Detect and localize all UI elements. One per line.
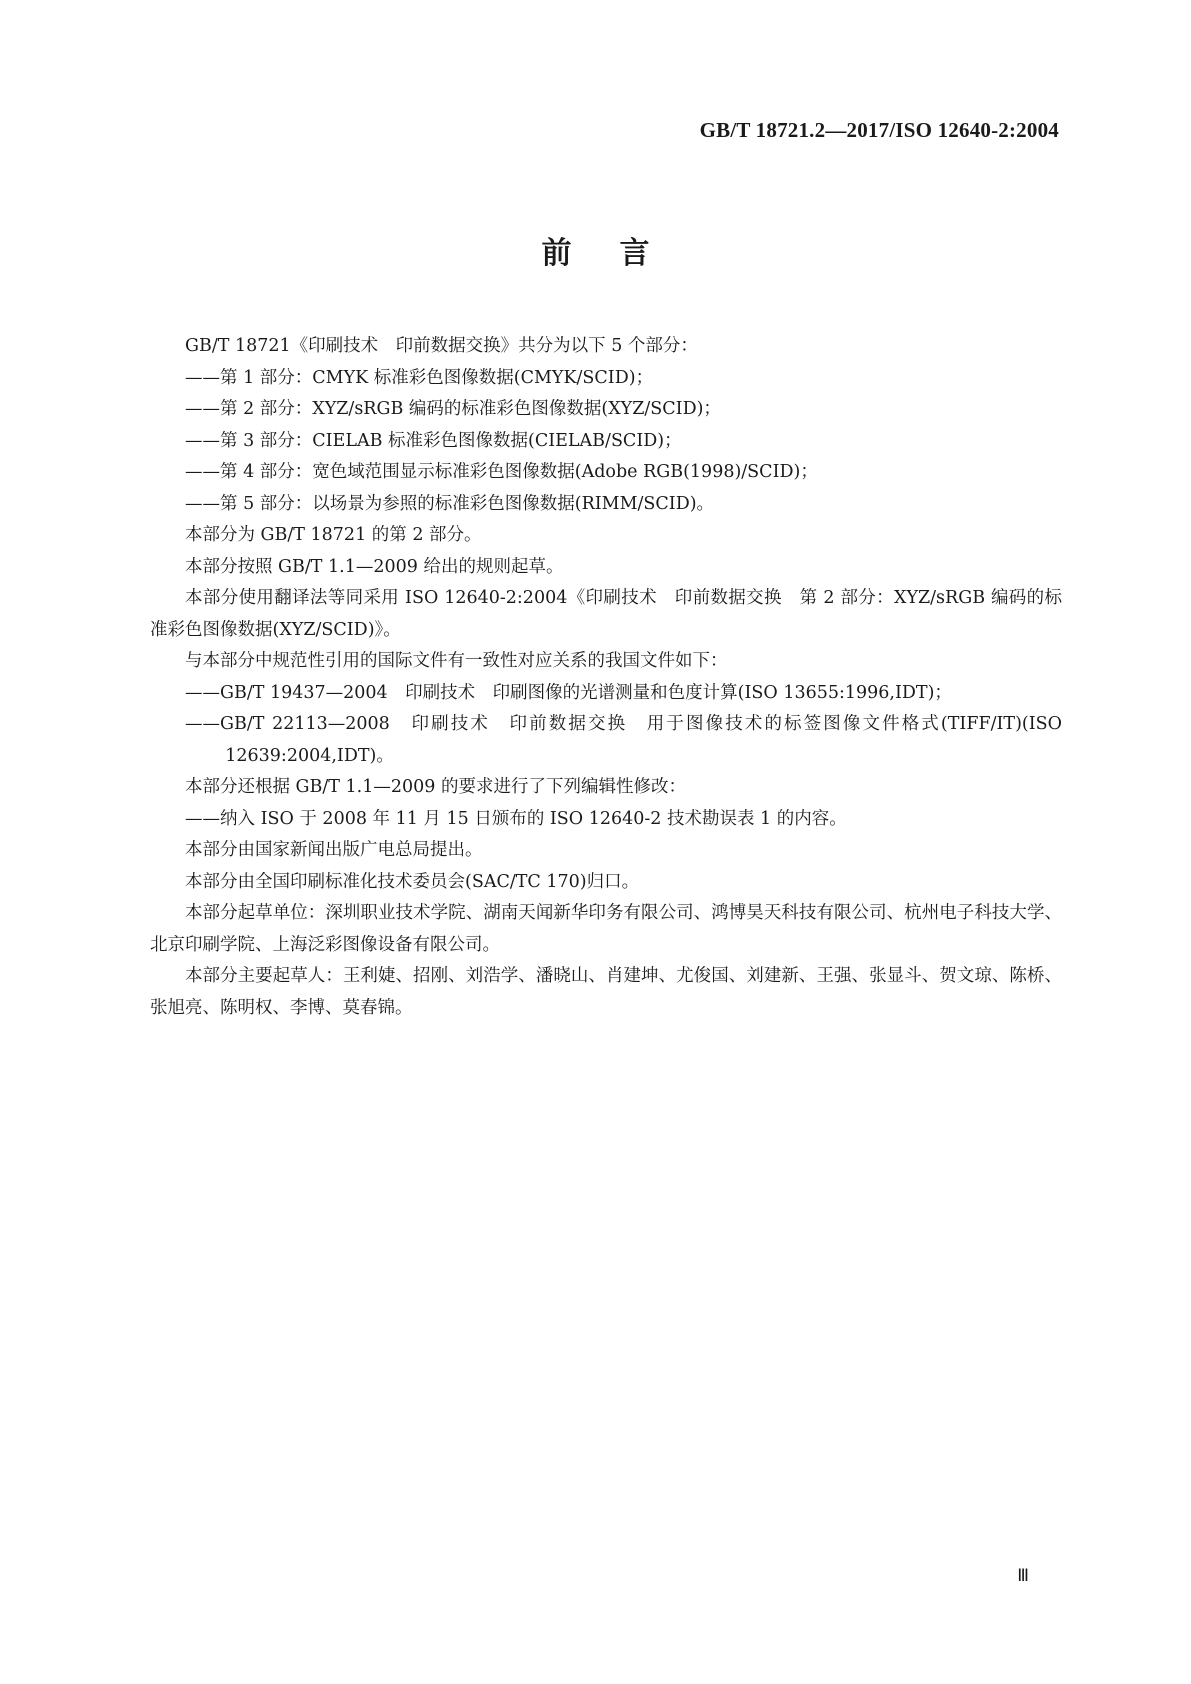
list-item: ——GB/T 19437—2004 印刷技术 印刷图像的光谱测量和色度计算(ISO 13655:1996,IDT)； — [185, 682, 952, 703]
page-title: 前言 — [541, 236, 698, 271]
paragraph: 与本部分中规范性引用的国际文件有一致性对应关系的我国文件如下： — [185, 651, 728, 671]
list-item: ——第 2 部分：XYZ/sRGB 编码的标准彩色图像数据(XYZ/SCID)； — [185, 399, 721, 419]
list-item: ——纳入 ISO 于 2008 年 11 月 15 日颁布的 ISO 12640-2 技术勘误表 1 的内容。 — [185, 808, 847, 829]
list-item: ——第 3 部分：CIELAB 标准彩色图像数据(CIELAB/SCID)； — [185, 430, 682, 451]
standard-code: GB/T 18721.2—2017/ISO 12640-2:2004 — [699, 118, 1059, 142]
paragraph: 本部分还根据 GB/T 1.1—2009 的要求进行了下列编辑性修改： — [185, 777, 686, 797]
paragraph: 本部分使用翻译法等同采用 ISO 12640-2:2004《印刷技术 印前数据交换 第 2 部分：XYZ/sRGB 编码的标准彩色图像数据(XYZ/SCID)》。 — [150, 588, 1062, 640]
list-item: ——GB/T 22113—2008 印刷技术 印前数据交换 用于图像技术的标签图像文件格式(TIFF/IT)(ISO 12639:2004,IDT)。 — [185, 714, 1062, 766]
list-item: ——第 1 部分：CMYK 标准彩色图像数据(CMYK/SCID)； — [185, 367, 654, 388]
paragraph: 本部分按照 GB/T 1.1—2009 给出的规则起草。 — [185, 556, 564, 577]
page-number: Ⅲ — [1017, 1566, 1029, 1585]
paragraph: 本部分由国家新闻出版广电总局提出。 — [185, 840, 483, 860]
paragraph: 本部分为 GB/T 18721 的第 2 部分。 — [185, 525, 482, 545]
list-item: ——第 4 部分：宽色域范围显示标准彩色图像数据(Adobe RGB(1998)/SCID)； — [185, 462, 818, 482]
foreword-body — [150, 331, 1062, 1024]
paragraph: 本部分由全国印刷标准化技术委员会(SAC/TC 170)归口。 — [185, 871, 640, 892]
list-item: ——第 5 部分：以场景为参照的标准彩色图像数据(RIMM/SCID)。 — [185, 493, 715, 514]
paragraph: 本部分起草单位：深圳职业技术学院、湖南天闻新华印务有限公司、鸿博昊天科技有限公司、杭州电子科技大学、北京印刷学院、上海泛彩图像设备有限公司。 — [150, 903, 1062, 955]
paragraph: 本部分主要起草人：王利婕、招刚、刘浩学、潘晓山、肖建坤、尤俊国、刘建新、王强、张显斗、贺文琼、陈桥、张旭亮、陈明权、李博、莫春锦。 — [150, 966, 1062, 1018]
paragraph: GB/T 18721《印刷技术 印前数据交换》共分为以下 5 个部分： — [185, 336, 698, 356]
